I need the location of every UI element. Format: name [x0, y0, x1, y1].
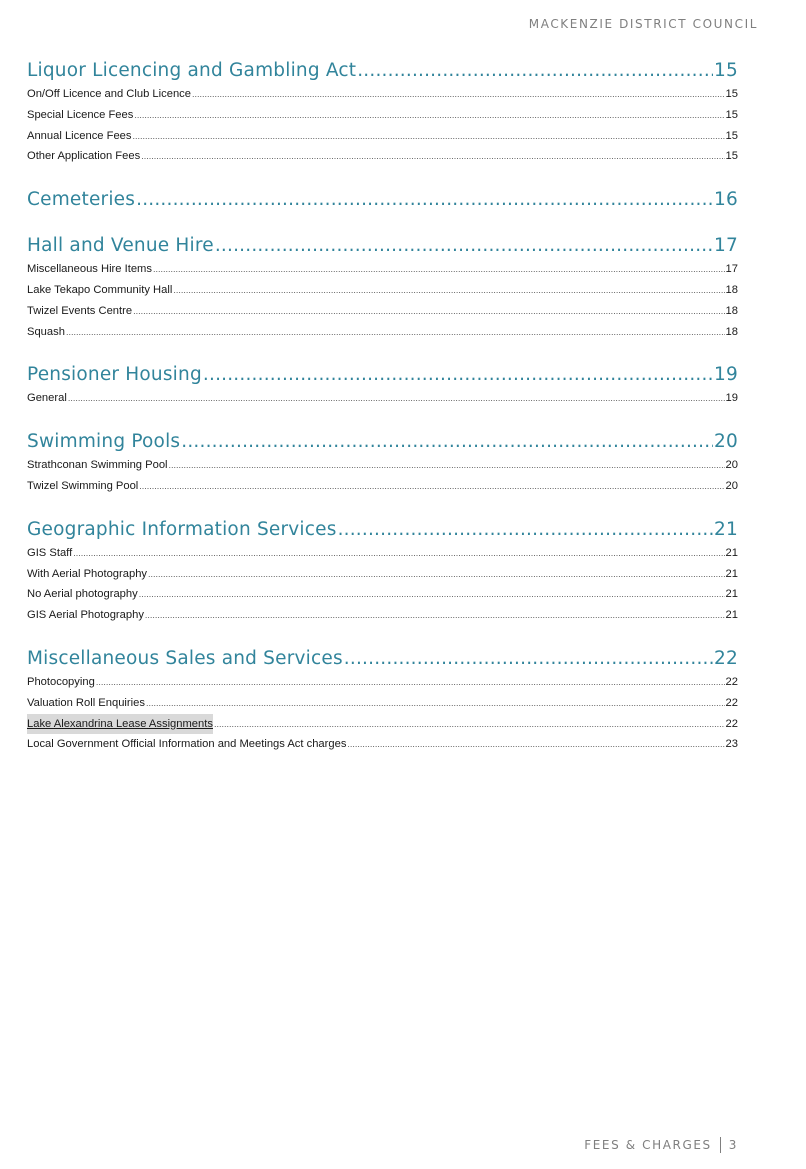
- toc-entry-page: 15: [725, 129, 738, 142]
- toc-entry-label: On/Off Licence and Club Licence: [27, 88, 191, 100]
- dot-leader: [133, 301, 724, 322]
- document-footer: [584, 1137, 738, 1153]
- toc-entry[interactable]: [27, 126, 738, 147]
- dot-leader: [66, 322, 725, 343]
- toc-entry[interactable]: [27, 543, 738, 564]
- toc-entry-page: 23: [725, 738, 738, 751]
- toc-entry[interactable]: [27, 476, 738, 497]
- toc-section: [27, 429, 738, 497]
- toc-entry-page: 15: [725, 108, 738, 121]
- toc-entry-label: GIS Aerial Photography: [27, 609, 144, 622]
- dot-leader: [68, 388, 725, 409]
- toc-entry-page: 18: [725, 304, 738, 317]
- toc-entry[interactable]: [27, 280, 738, 301]
- dot-leader: [145, 605, 725, 626]
- toc-entry-label: Lake Alexandrina Lease Assignments: [27, 714, 213, 735]
- dot-leader: [214, 714, 725, 735]
- footer-label: FEES & CHARGES: [584, 1138, 712, 1152]
- dot-leader: [338, 517, 713, 543]
- toc-section: [27, 233, 738, 342]
- toc-entry-page: 22: [725, 696, 738, 709]
- toc-entry-label: With Aerial Photography: [27, 567, 148, 580]
- toc-heading-title: Miscellaneous Sales and Services: [27, 647, 343, 669]
- toc-heading[interactable]: [27, 429, 738, 455]
- dot-leader: [181, 429, 713, 455]
- toc-entry-page: 21: [725, 567, 738, 580]
- toc-entry[interactable]: [27, 734, 738, 755]
- page-number: 3: [728, 1138, 738, 1152]
- toc-entry[interactable]: [27, 105, 738, 126]
- dot-leader: [192, 84, 725, 105]
- toc-heading-page: 21: [714, 518, 738, 540]
- toc-heading-page: 17: [714, 235, 738, 257]
- toc-heading-title: Pensioner Housing: [27, 364, 202, 386]
- dot-leader: [215, 233, 713, 259]
- toc-section: [27, 646, 738, 755]
- toc-entry-page: 15: [725, 150, 738, 163]
- toc-entry-page: 21: [725, 588, 738, 601]
- dot-leader: [139, 476, 724, 497]
- dot-leader: [148, 564, 725, 585]
- dot-leader: [153, 259, 725, 280]
- toc-entry-page: 18: [725, 283, 738, 296]
- toc-entry-label: Special Licence Fees: [27, 108, 134, 121]
- toc-entry[interactable]: [27, 388, 738, 409]
- toc-section: [27, 187, 738, 213]
- toc-entry-label: Twizel Events Centre: [27, 304, 133, 317]
- toc-entry[interactable]: [27, 455, 738, 476]
- toc-entry-page: 22: [725, 717, 738, 730]
- toc-entry[interactable]: [27, 322, 738, 343]
- toc-section: [27, 517, 738, 626]
- dot-leader: [132, 126, 724, 147]
- dot-leader: [203, 362, 713, 388]
- dot-leader: [136, 187, 713, 213]
- toc-entry-label: Miscellaneous Hire Items: [27, 263, 152, 276]
- toc-entry-label: Local Government Official Information and Meetings Act charges: [27, 738, 347, 751]
- toc-heading[interactable]: [27, 646, 738, 672]
- footer-separator: [720, 1137, 721, 1153]
- dot-leader: [146, 693, 725, 714]
- toc-entry-label: Photocopying: [27, 675, 95, 688]
- toc-entry-label: Lake Tekapo Community Hall: [27, 283, 173, 296]
- dot-leader: [96, 672, 725, 693]
- toc-heading-page: 22: [714, 647, 738, 669]
- toc-entry-page: 22: [725, 675, 738, 688]
- toc-entry[interactable]: [27, 146, 738, 167]
- toc-entry-label: GIS Staff: [27, 546, 73, 559]
- toc-heading-title: Cemeteries: [27, 189, 136, 211]
- toc-heading[interactable]: [27, 233, 738, 259]
- toc-entry-label: Squash: [27, 325, 65, 338]
- dot-leader: [357, 58, 713, 84]
- dot-leader: [73, 543, 724, 564]
- toc-entry-page: 18: [725, 325, 738, 338]
- toc-section: [27, 58, 738, 167]
- toc-entry[interactable]: [27, 301, 738, 322]
- toc-entry-label: No Aerial photography: [27, 588, 138, 601]
- toc-entry-label: Other Application Fees: [27, 150, 141, 163]
- toc-entry-label: General: [27, 392, 67, 405]
- toc-entry-label: Annual Licence Fees: [27, 129, 132, 142]
- toc-heading-page: 19: [714, 364, 738, 386]
- toc-entry-label: Valuation Roll Enquiries: [27, 696, 145, 709]
- toc-entry[interactable]: [27, 605, 738, 626]
- toc-entry-highlighted[interactable]: [27, 714, 738, 735]
- toc-heading[interactable]: [27, 58, 738, 84]
- table-of-contents: [27, 58, 738, 775]
- toc-heading-title: Hall and Venue Hire: [27, 235, 214, 257]
- dot-leader: [134, 105, 724, 126]
- toc-entry[interactable]: [27, 693, 738, 714]
- toc-entry-page: 21: [725, 609, 738, 622]
- toc-heading-page: 15: [714, 60, 738, 81]
- dot-leader: [169, 455, 725, 476]
- toc-entry[interactable]: [27, 584, 738, 605]
- dot-leader: [347, 734, 724, 755]
- toc-entry[interactable]: [27, 564, 738, 585]
- toc-entry-page: 20: [725, 479, 738, 492]
- dot-leader: [173, 280, 724, 301]
- toc-heading[interactable]: [27, 187, 738, 213]
- toc-heading-title: Liquor Licencing and Gambling Act: [27, 60, 357, 81]
- document-header: MACKENZIE DISTRICT COUNCIL: [528, 17, 758, 31]
- toc-heading[interactable]: [27, 517, 738, 543]
- toc-entry-page: 15: [725, 88, 738, 100]
- dot-leader: [344, 646, 713, 672]
- toc-heading-title: Swimming Pools: [27, 431, 181, 453]
- toc-entry-page: 20: [725, 459, 738, 472]
- toc-section: [27, 362, 738, 409]
- dot-leader: [139, 584, 725, 605]
- toc-heading[interactable]: [27, 362, 738, 388]
- toc-entry[interactable]: [27, 259, 738, 280]
- toc-entry-page: 17: [725, 263, 738, 276]
- toc-entry-page: 21: [725, 546, 738, 559]
- toc-entry[interactable]: [27, 672, 738, 693]
- toc-heading-page: 16: [714, 189, 738, 211]
- toc-entry-label: Twizel Swimming Pool: [27, 479, 139, 492]
- toc-entry-page: 19: [725, 392, 738, 405]
- dot-leader: [141, 146, 724, 167]
- toc-entry[interactable]: [27, 84, 738, 105]
- toc-entry-label: Strathconan Swimming Pool: [27, 459, 168, 472]
- toc-heading-title: Geographic Information Services: [27, 518, 337, 540]
- toc-heading-page: 20: [714, 431, 738, 453]
